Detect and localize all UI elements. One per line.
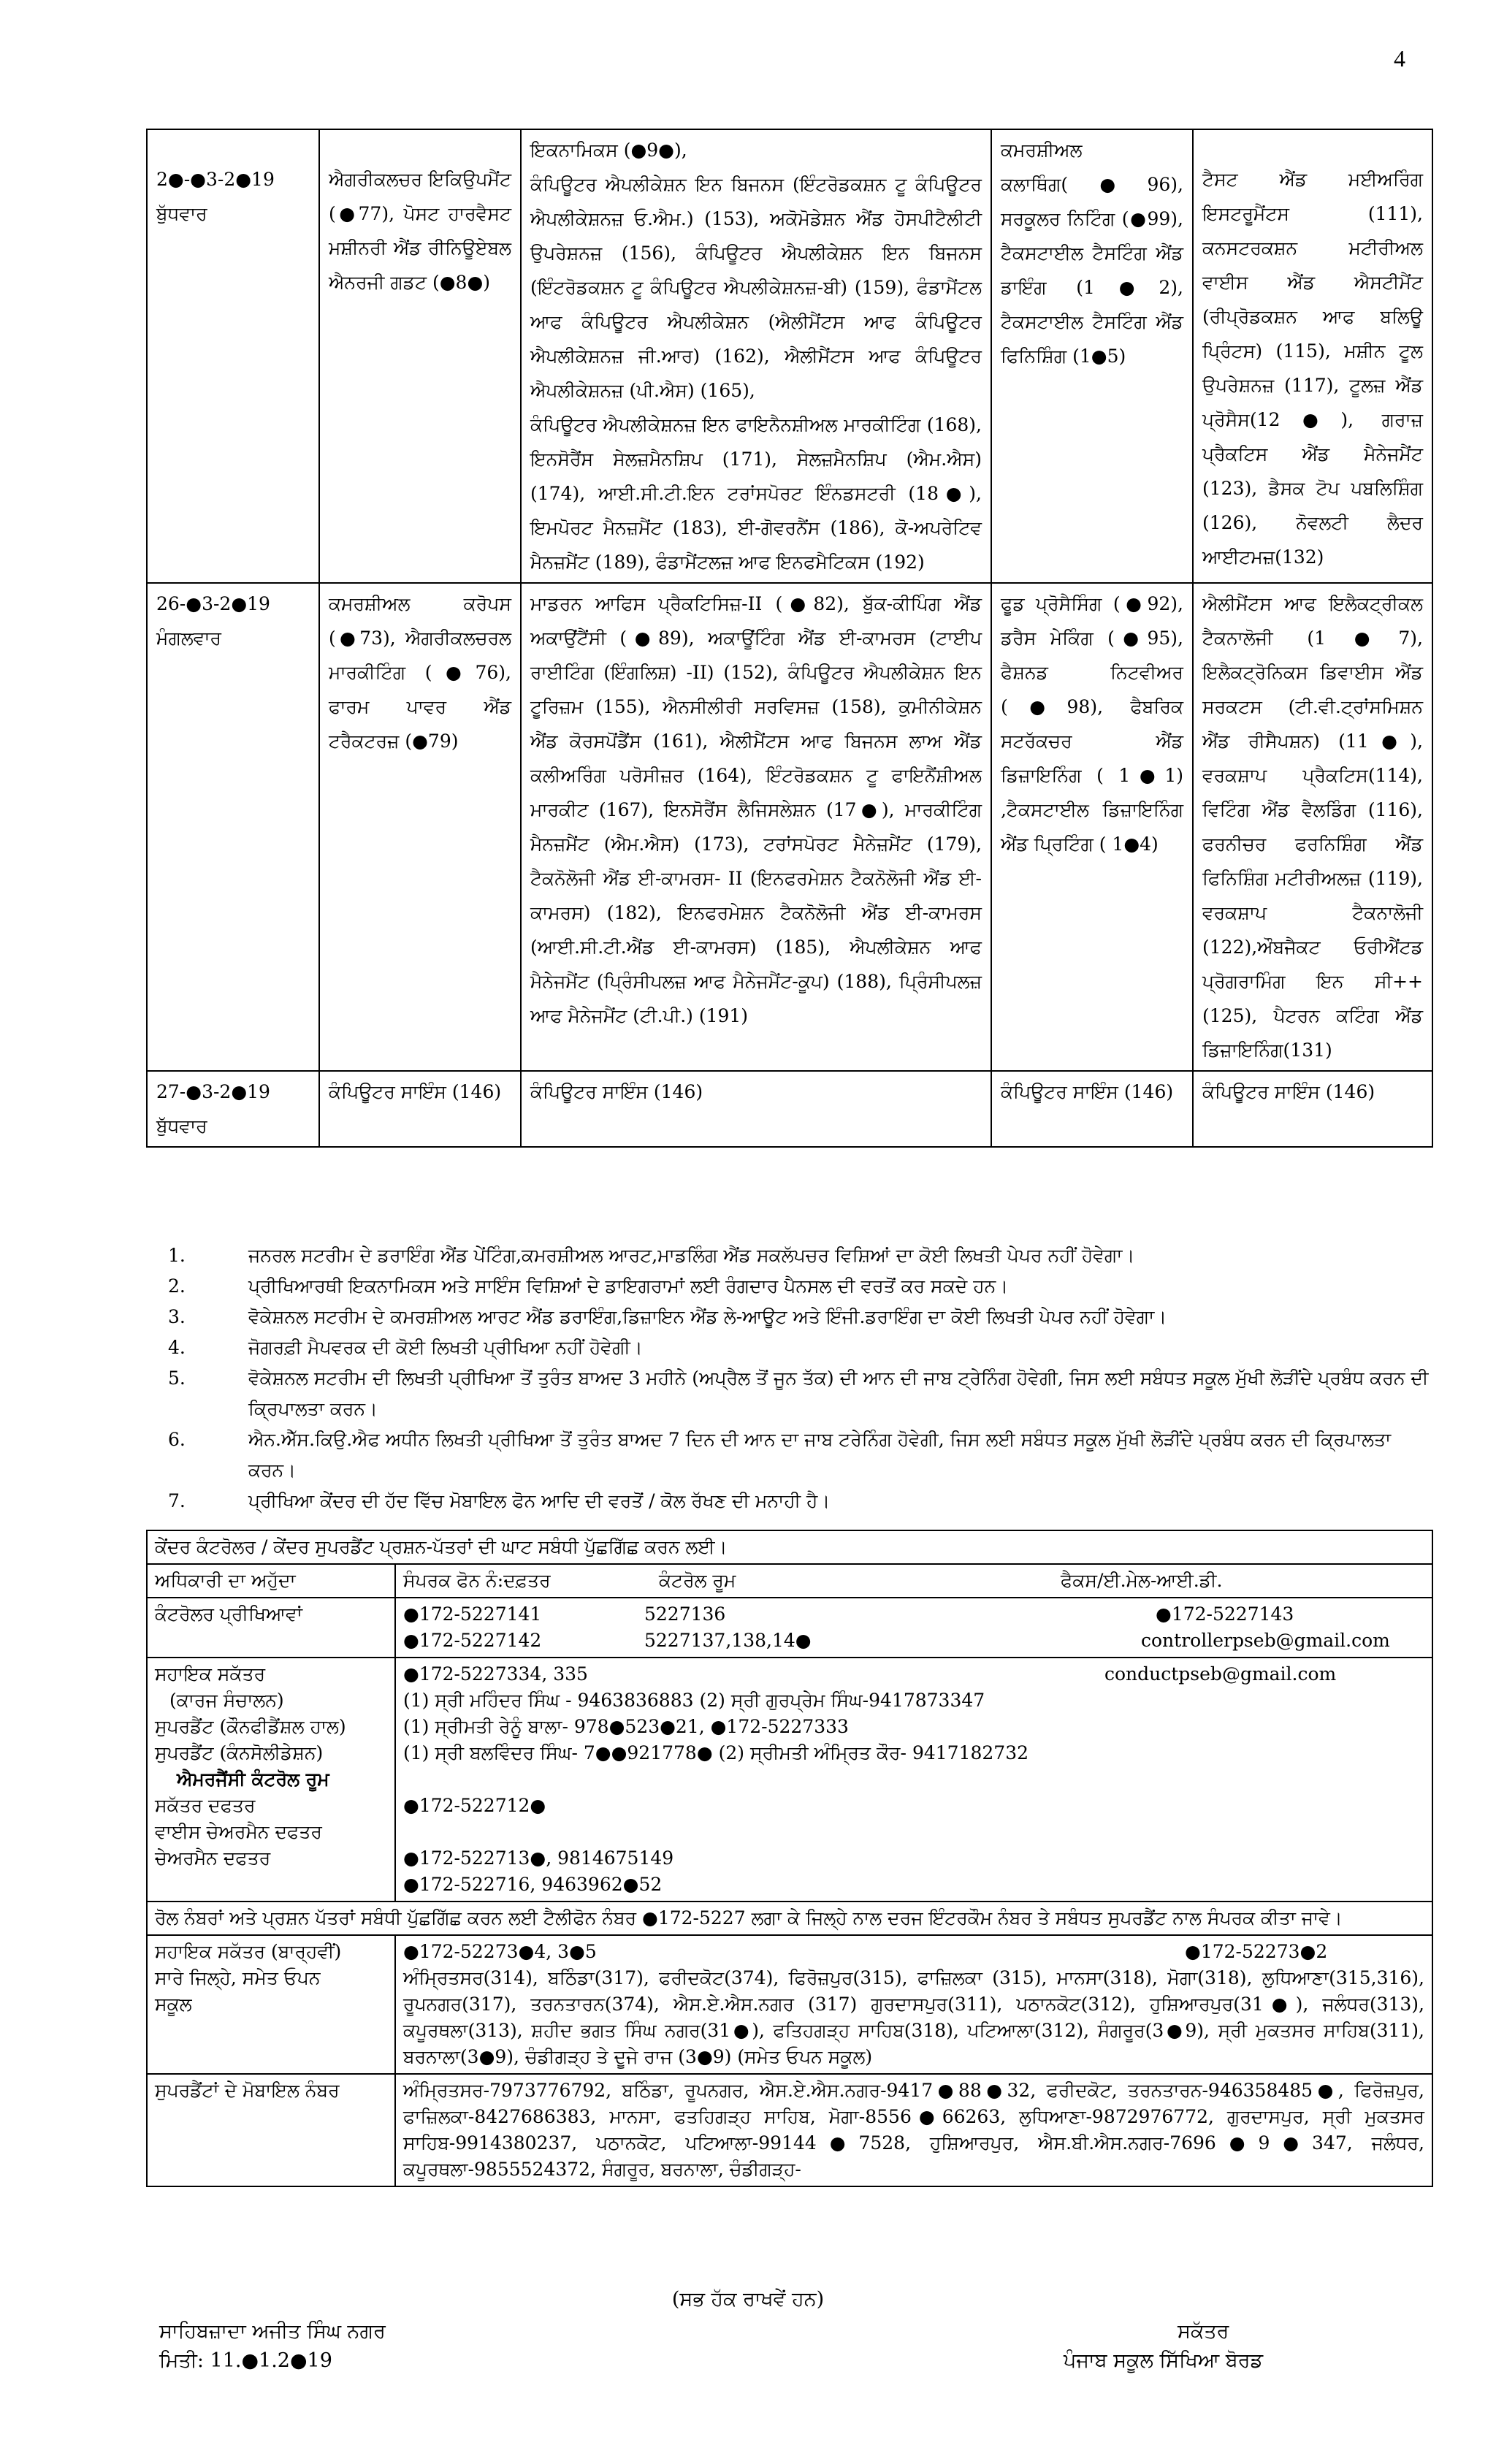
subjects-commerce-cell: ਮਾਡਰਨ ਆਫਿਸ ਪ੍ਰੈਕਟਿਸਿਜ਼-II (●82), ਬੁੱਕ-ਕੀਪਿੰਗ ਐਂਡ ਅਕਾਉਂਟੈਂਸੀ (●89), ਅਕਾਊਂਟਿੰਗ ਐਂਡ ਈ-ਕਾਮਰਸ (ਟਾਈਪ ਰਾਈਟਿੰਗ (ਇੰਗਲਿਸ਼) -II) (152), ਕੰਪਿਊਟਰ ਐਪਲੀਕੇਸ਼ਨ ਇਨ ਟੂਰਿਜ਼ਮ (155), ਐਨਸੀਲੀਰੀ ਸਰਵਿਸਜ਼ (158), ਕੁਮੀਨੀਕੇਸ਼ਨ ਐਂਡ ਕੋਰਸਪੋਂਡੈਂਸ (161), ਐਲੀਮੈਂਟਸ ਆਫ ਬਿਜਨਸ ਲਾਅ ਐਂਡ ਕਲੀਅਰਿੰਗ ਪਰੋਸੀਜ਼ਰ (164), ਇੰਟਰੋਡਕਸ਼ਨ ਟੂ ਫਾਇਨੈਂਸ਼ੀਅਲ ਮਾਰਕੀਟ (167), ਇਨਸੋਰੈਂਸ ਲੈਜਿਸਲੇਸ਼ਨ (17●), ਮਾਰਕੀਟਿੰਗ ਮੈਨਜ਼ਮੈਂਟ (ਐਮ.ਐਸ) (173), ਟਰਾਂਸਪੋਰਟ ਮੈਨੇਜ਼ਮੈਂਟ (179), ਟੈਕਨੋਲੋਜੀ ਐਂਡ ਈ-ਕਾਮਰਸ- II (ਇਨਫਰਮੇਸ਼ਨ ਟੈਕਨੋਲੋਜੀ ਐਂਡ ਈ-ਕਾਮਰਸ) (182), ਇਨਫਰਮੇਸ਼ਨ ਟੈਕਨੋਲੋਜੀ ਐਂਡ ਈ-ਕਾਮਰਸ (ਆਈ.ਸੀ.ਟੀ.ਐਂਡ ਈ-ਕਾਮਰਸ) (185), ਐਪਲੀਕੇਸ਼ਨ ਆਫ ਮੈਨੇਜਮੈਂਟ (ਪ੍ਰਿੰਸੀਪਲਜ਼ ਆਫ ਮੈਨੇਜਮੈਂਟ-ਕੂਪ) (188), ਪ੍ਰਿੰਸੀਪਲਜ਼ ਆਫ ਮੈਨੇਜਮੈਂਟ (ਟੀ.ਪੀ.) (191) — [521, 583, 991, 1071]
roll-number-note: ਰੋਲ ਨੰਬਰਾਂ ਅਤੇ ਪ੍ਰਸ਼ਨ ਪੱਤਰਾਂ ਸਬੰਧੀ ਪੁੱਛਗਿੱਛ ਕਰਨ ਲਈ ਟੈਲੀਫੋਨ ਨੰਬਰ ●172-5227 ਲਗਾ ਕੇ ਜਿਲ੍ਹੇ ਨਾਲ ਦਰਜ ਇੰਟਰਕੌਮ ਨੰਬਰ ਤੇ ਸਬੰਧਤ ਸੁਪਰਡੈਂਟ ਨਾਲ ਸੰਪਰਕ ਕੀਤਾ ਜਾਵੇ। — [147, 1902, 1432, 1935]
phone-cell: ●172-5227141 ●172-5227142 5227136 5227137,138,14● ●172-5227143 controllerpseb@gmail.com — [395, 1598, 1432, 1658]
post-cell: ਸਹਾਇਕ ਸਕੱਤਰ (ਬਾਰ੍ਹਵੀਂ) ਸਾਰੇ ਜਿਲ੍ਹੇ, ਸਮੇਤ ਓਪਨ ਸਕੂਲ — [147, 1935, 395, 2074]
contacts-table — [146, 1530, 1433, 2187]
column-header: ਫੈਕਸ/ਈ.ਮੇਲ-ਆਈ.ਡੀ. — [1061, 1570, 1223, 1591]
subjects-technical-cell: ਕੰਪਿਊਟਰ ਸਾਇੰਸ (146) — [1193, 1071, 1432, 1147]
list-item: 6. ਐਨ.ਐੱਸ.ਕਿਉ.ਐਫ ਅਧੀਨ ਲਿਖਤੀ ਪ੍ਰੀਖਿਆ ਤੋਂ ਤੁਰੰਤ ਬਾਅਦ 7 ਦਿਨ ਦੀ ਆਨ ਦਾ ਜਾਬ ਟਰੇਨਿੰਗ ਹੋਵੇਗੀ, ਜਿਸ ਲਈ ਸਬੰਧਤ ਸਕੂਲ ਮੁੱਖੀ ਲੋੜੀਂਦੇ ਪ੍ਰਬੰਧ ਕਰਨ ਦੀ ਕ੍ਰਿਪਾਲਤਾ ਕਰਨ। — [168, 1429, 1392, 1481]
page-number: 4 — [1394, 45, 1405, 72]
table-row — [147, 1071, 1432, 1147]
signatory-designation: ਸਕੱਤਰ — [1178, 2320, 1229, 2343]
table-row — [147, 2074, 1432, 2186]
place-text: ਸਾਹਿਬਜ਼ਾਦਾ ਅਜੀਤ ਸਿੰਘ ਨਗਰ — [159, 2320, 386, 2343]
list-item: 3. ਵੋਕੇਸ਼ਨਲ ਸਟਰੀਮ ਦੇ ਕਮਰਸ਼ੀਅਲ ਆਰਟ ਐਂਡ ਡਰਾਇੰਗ,ਡਿਜ਼ਾਇਨ ਐਂਡ ਲੇ-ਆਊਟ ਅਤੇ ਇੰਜੀ.ਡਰਾਇੰਗ ਦਾ ਕੋਈ ਲਿਖਤੀ ਪੇਪਰ ਨਹੀਂ ਹੋਵੇਗਾ। — [168, 1306, 1167, 1327]
table-row — [147, 1935, 1432, 2074]
phone-cell: ●172-52273●4, 3●5 ●172-52273●2 ਅੰਮ੍ਰਿਤਸਰ(314), ਬਠਿੰਡਾ(317), ਫਰੀਦਕੋਟ(374), ਫਿਰੋਜ਼ਪੁਰ(315), ਫਾਜ਼ਿਲਕਾ (315), ਮਾਨਸਾ(318), ਮੋਗਾ(318), ਲੁਧਿਆਣਾ(315,316), ਰੂਪਨਗਰ(317), ਤਰਨਤਾਰਨ(374), ਐਸ.ਏ.ਐਸ.ਨਗਰ (317) ਗੁਰਦਾਸਪੁਰ(311), ਪਠਾਨਕੋਟ(312), ਹੁਸ਼ਿਆਰਪੁਰ(31●), ਜਲੰਧਰ(313), ਕਪੂਰਥਲਾ(313), ਸ਼ਹੀਦ ਭਗਤ ਸਿੰਘ ਨਗਰ(31●), ਫਤਿਹਗੜ੍ਹ ਸਾਹਿਬ(318), ਪਟਿਆਲਾ(312), ਸੰਗਰੂਰ(3●9), ਸ੍ਰੀ ਮੁਕਤਸਰ ਸਾਹਿਬ(311), ਬਰਨਾਲਾ(3●9), ਚੰਡੀਗੜ੍ਹ ਤੇ ਦੂਜੇ ਰਾਜ (3●9) (ਸਮੇਤ ਓਪਨ ਸਕੂਲ) — [395, 1935, 1432, 2074]
table-row — [147, 583, 1432, 1071]
contacts-heading: ਕੇਂਦਰ ਕੰਟਰੋਲਰ / ਕੇਂਦਰ ਸੁਪਰਡੈਂਟ ਪ੍ਰਸ਼ਨ-ਪੱਤਰਾਂ ਦੀ ਘਾਟ ਸਬੰਧੀ ਪੁੱਛਗਿੱਛ ਕਰਨ ਲਈ। — [147, 1530, 1432, 1564]
subjects-home-science-cell: ਫੂਡ ਪ੍ਰੋਸੈਸਿੰਗ (●92), ਡਰੈਸ ਮੇਕਿੰਗ (●95), ਫੈਸ਼ਨਡ ਨਿਟਵੀਅਰ (●98), ਫੈਬਰਿਕ ਸਟਰੱਕਚਰ ਐਂਡ ਡਿਜ਼ਾਇਨਿੰਗ ( 1●1) ,ਟੈਕਸਟਾਈਲ ਡਿਜ਼ਾਇਨਿੰਗ ਐਂਡ ਪ੍ਰਿਟਿੰਗ ( 1●4) — [991, 583, 1193, 1071]
list-item: 1. ਜਨਰਲ ਸਟਰੀਮ ਦੇ ਡਰਾਇੰਗ ਐਂਡ ਪੇਂਟਿੰਗ,ਕਮਰਸ਼ੀਅਲ ਆਰਟ,ਮਾਡਲਿੰਗ ਐਂਡ ਸਕਲੱਪਚਰ ਵਿਸ਼ਿਆਂ ਦਾ ਕੋਈ ਲਿਖਤੀ ਪੇਪਰ ਨਹੀਂ ਹੋਵੇਗਾ। — [168, 1245, 1135, 1266]
date-text: ਮਿਤੀ: 11.●1.2●19 — [159, 2349, 332, 2372]
subjects-commerce-cell: ਕੰਪਿਊਟਰ ਸਾਇੰਸ (146) — [521, 1071, 991, 1147]
column-header: ਅਧਿਕਾਰੀ ਦਾ ਅਹੁੱਦਾ — [147, 1564, 395, 1598]
table-row — [147, 1902, 1432, 1935]
phone-cell: ਅੰਮ੍ਰਿਤਸਰ-7973776792, ਬਠਿੰਡਾ, ਰੂਪਨਗਰ, ਐਸ.ਏ.ਐਸ.ਨਗਰ-9417●88●32, ਫਰੀਦਕੋਟ, ਤਰਨਤਾਰਨ-946358485●, ਫਿਰੋਜ਼ਪੁਰ, ਫਾਜ਼ਿਲਕਾ-8427686383, ਮਾਨਸਾ, ਫਤਹਿਗੜ੍ਹ ਸਾਹਿਬ, ਮੋਗਾ-8556●66263, ਲੁਧਿਆਣਾ-9872976772, ਗੁਰਦਾਸਪੁਰ, ਸ੍ਰੀ ਮੁਕਤਸਰ ਸਾਹਿਬ-9914380237, ਪਠਾਨਕੋਟ, ਪਟਿਆਲਾ-99144●7528, ਹੁਸ਼ਿਆਰਪੁਰ, ਐਸ.ਬੀ.ਐਸ.ਨਗਰ-7696●9●347, ਜਲੰਧਰ, ਕਪੂਰਥਲਾ-9855524372, ਸੰਗਰੂਰ, ਬਰਨਾਲਾ, ਚੰਡੀਗੜ੍ਹ- — [395, 2074, 1432, 2186]
subjects-home-science-cell: ਕਮਰਸ਼ੀਅਲ ਕਲਾਥਿੰਗ(●96), ਸਰਕੂਲਰ ਨਿਟਿੰਗ (●99), ਟੈਕਸਟਾਈਲ ਟੈਸਟਿੰਗ ਐਂਡ ਡਾਇੰਗ (1●2), ਟੈਕਸਟਾਈਲ ਟੈਸਟਿੰਗ ਐਂਡ ਫਿਨਿਸ਼ਿੰਗ (1●5) — [991, 129, 1193, 583]
post-cell: ਸਹਾਇਕ ਸਕੱਤਰ (ਕਾਰਜ ਸੰਚਾਲਨ) ਸੁਪਰਡੈਂਟ (ਕੌਨਫੀਡੈਂਸ਼ਲ ਹਾਲ) ਸੁਪਰਡੈਂਟ (ਕੰਨਸੋਲੀਡੇਸ਼ਨ) ਐਮਰਜੈਂਸੀ ਕੰਟਰੋਲ ਰੂਮ ਸਕੱਤਰ ਦਫਤਰ ਵਾਈਸ ਚੇਅਰਮੈਨ ਦਫਤਰ ਚੇਅਰਮੈਨ ਦਫਤਰ — [147, 1658, 395, 1902]
subjects-home-science-cell: ਕੰਪਿਊਟਰ ਸਾਇੰਸ (146) — [991, 1071, 1193, 1147]
table-row — [147, 129, 1432, 583]
subjects-commerce-cell: ਇਕਨਾਮਿਕਸ (●9●), ਕੰਪਿਊਟਰ ਐਪਲੀਕੇਸ਼ਨ ਇਨ ਬਿਜਨਸ (ਇੰਟਰੋਡਕਸ਼ਨ ਟੂ ਕੰਪਿਊਟਰ ਐਪਲੀਕੇਸ਼ਨਜ਼ ਓ.ਐਮ.) (153), ਅਕੋਮੋਡੇਸ਼ਨ ਐਂਡ ਹੋਸਪੀਟੈਲੀਟੀ ਉਪਰੇਸ਼ਨਜ਼ (156), ਕੰਪਿਊਟਰ ਐਪਲੀਕੇਸ਼ਨ ਇਨ ਬਿਜਨਸ (ਇੰਟਰੋਡਕਸ਼ਨ ਟੂ ਕੰਪਿਊਟਰ ਐਪਲੀਕੇਸ਼ਨਜ਼-ਬੀ) (159), ਫੰਡਾਮੈਂਟਲ ਆਫ ਕੰਪਿਊਟਰ ਐਪਲੀਕੇਸ਼ਨ (ਐਲੀਮੈਂਟਸ ਆਫ ਕੰਪਿਊਟਰ ਐਪਲੀਕੇਸ਼ਨਜ਼ ਜੀ.ਆਰ) (162), ਐਲੀਮੈਂਟਸ ਆਫ ਕੰਪਿਊਟਰ ਐਪਲੀਕੇਸ਼ਨਜ਼ (ਪੀ.ਐਸ) (165), ਕੰਪਿਊਟਰ ਐਪਲੀਕੇਸ਼ਨਜ਼ ਇਨ ਫਾਇਨੈਨਸ਼ੀਅਲ ਮਾਰਕੀਟਿੰਗ (168), ਇਨਸੋਰੈਂਸ ਸੇਲਜ਼ਮੈਨਸ਼ਿਪ (171), ਸੇਲਜ਼ਮੈਨਸ਼ਿਪ (ਐਮ.ਐਸ) (174), ਆਈ.ਸੀ.ਟੀ.ਇਨ ਟਰਾਂਸਪੋਰਟ ਇੰਨਡਸਟਰੀ (18●), ਇਮਪੋਰਟ ਮੈਨਜ਼ਮੈਂਟ (183), ਈ-ਗੋਵਰਨੈਂਸ (186), ਕੋ-ਅਪਰੇਟਿਵ ਮੈਨਜ਼ਮੈਂਟ (189), ਫੰਡਾਮੈਂਟਲਜ਼ ਆਫ ਇਨਫਮੈਟਿਕਸ (192) — [521, 129, 991, 583]
list-item: 2. ਪ੍ਰੀਖਿਆਰਥੀ ਇਕਨਾਮਿਕਸ ਅਤੇ ਸਾਇੰਸ ਵਿਸ਼ਿਆਂ ਦੇ ਡਾਇਗਰਾਮਾਂ ਲਈ ਰੰਗਦਾਰ ਪੈਨਸਲ ਦੀ ਵਰਤੋਂ ਕਰ ਸਕਦੇ ਹਨ। — [168, 1275, 1009, 1297]
rights-reserved: (ਸਭ ਹੱਕ ਰਾਖਵੇਂ ਹਨ) — [671, 2288, 825, 2311]
column-header: ਕੰਟਰੋਲ ਰੂਮ — [659, 1570, 736, 1591]
exam-schedule-table — [146, 129, 1433, 1148]
date-cell: 26-●3-2●19 ਮੰਗਲਵਾਰ — [147, 583, 319, 1071]
notes-list — [168, 1240, 1430, 1517]
post-cell: ਸੁਪਰਡੈਂਟਾਂ ਦੇ ਮੋਬਾਇਲ ਨੰਬਰ — [147, 2074, 395, 2186]
column-header: ਸੰਪਰਕ ਫੋਨ ਨੰ:ਦਫ਼ਤਰ — [403, 1570, 551, 1591]
column-header-group — [395, 1564, 1432, 1598]
date-cell: 2●-●3-2●19 ਬੁੱਧਵਾਰ — [147, 129, 319, 583]
date-cell: 27-●3-2●19 ਬੁੱਧਵਾਰ — [147, 1071, 319, 1147]
list-item: 4. ਜੋਗਰਫ਼ੀ ਮੈਪਵਰਕ ਦੀ ਕੋਈ ਲਿਖਤੀ ਪ੍ਰੀਖਿਆ ਨਹੀਂ ਹੋਵੇਗੀ। — [168, 1337, 643, 1358]
list-item: 7. ਪ੍ਰੀਖਿਆ ਕੇਂਦਰ ਦੀ ਹੱਦ ਵਿੱਚ ਮੋਬਾਇਲ ਫੋਨ ਆਦਿ ਦੀ ਵਰਤੋਂ / ਕੋਲ ਰੱਖਣ ਦੀ ਮਨਾਹੀ ਹੈ। — [168, 1490, 831, 1511]
subjects-agri-cell: ਕਮਰਸ਼ੀਅਲ ਕਰੋਪਸ (●73), ਐਗਰੀਕਲਚਰਲ ਮਾਰਕੀਟਿੰਗ (●76), ਫਾਰਮ ਪਾਵਰ ਐਂਡ ਟਰੈਕਟਰਜ਼ (●79) — [319, 583, 521, 1071]
subjects-technical-cell: ਟੈਸਟ ਐਂਡ ਮਈਅਰਿੰਗ ਇਸਟਰੂਮੈਂਟਸ (111), ਕਨਸਟਰਕਸ਼ਨ ਮਟੀਰੀਅਲ ਵਾਈਸ ਐਂਡ ਐਸਟੀਮੈਂਟ (ਰੀਪ੍ਰੋਡਕਸ਼ਨ ਆਫ ਬਲਿਊ ਪ੍ਰਿੰਟਸ) (115), ਮਸ਼ੀਨ ਟੂਲ ਉਪਰੇਸ਼ਨਜ਼ (117), ਟੂਲਜ਼ ਐਂਡ ਪ੍ਰੋਸੈਸ(12●), ਗਰਾਜ਼ ਪ੍ਰੈਕਟਿਸ ਐਂਡ ਮੈਨੇਜਮੈਂਟ (123), ਡੈਸਕ ਟੋਪ ਪਬਲਿਸ਼ਿੰਗ (126), ਨੋਵਲਟੀ ਲੈਦਰ ਆਈਟਮਜ਼(132) — [1193, 129, 1432, 583]
list-item: 5. ਵੋਕੇਸ਼ਨਲ ਸਟਰੀਮ ਦੀ ਲਿਖਤੀ ਪ੍ਰੀਖਿਆ ਤੋਂ ਤੁਰੰਤ ਬਾਅਦ 3 ਮਹੀਨੇ (ਅਪ੍ਰੈਲ ਤੋਂ ਜੂਨ ਤੱਕ) ਦੀ ਆਨ ਦੀ ਜਾਬ ਟ੍ਰੇਨਿੰਗ ਹੋਵੇਗੀ, ਜਿਸ ਲਈ ਸਬੰਧਤ ਸਕੂਲ ਮੁੱਖੀ ਲੋੜੀਂਦੇ ਪ੍ਰਬੰਧ ਕਰਨ ਦੀ ਕ੍ਰਿਪਾਲਤਾ ਕਰਨ। — [168, 1368, 1429, 1419]
table-row — [147, 1598, 1432, 1658]
phone-cell: ●172-5227334, 335 conductpseb@gmail.com (1) ਸ੍ਰੀ ਮਹਿੰਦਰ ਸਿੰਘ - 9463836883 (2) ਸ੍ਰੀ ਗੁਰਪ੍ਰੇਮ ਸਿੰਘ-9417873347 (1) ਸ੍ਰੀਮਤੀ ਰੇਨੂੰ ਬਾਲਾ- 978●523●21, ●172-5227333 (1) ਸ੍ਰੀ ਬਲਵਿੰਦਰ ਸਿੰਘ- 7●●921778● (2) ਸ੍ਰੀਮਤੀ ਅੰਮ੍ਰਿਤ ਕੌਰ- 9417182732 ●172-522712● ●172-522713●, 9814675149 ●172-522716, 9463962●52 — [395, 1658, 1432, 1902]
subjects-agri-cell: ਕੰਪਿਊਟਰ ਸਾਇੰਸ (146) — [319, 1071, 521, 1147]
subjects-agri-cell: ਐਗਰੀਕਲਚਰ ਇਕਿਉਪਮੈਂਟ (●77), ਪੋਸਟ ਹਾਰਵੈਸਟ ਮਸ਼ੀਨਰੀ ਐਂਡ ਰੀਨਿਊਏਬਲ ਐਨਰਜੀ ਗਡਟ (●8●) — [319, 129, 521, 583]
subjects-technical-cell: ਐਲੀਮੈਂਟਸ ਆਫ ਇਲੈਕਟ੍ਰੀਕਲ ਟੈਕਨਾਲੋਜੀ (1●7), ਇਲੈਕਟ੍ਰੋਨਿਕਸ ਡਿਵਾਈਸ ਐਂਡ ਸਰਕਟਸ (ਟੀ.ਵੀ.ਟ੍ਰਾਂਸਮਿਸ਼ਨ ਐਂਡ ਰੀਸੈਪਸ਼ਨ) (11●), ਵਰਕਸ਼ਾਪ ਪ੍ਰੈਕਟਿਸ(114), ਵਿਟਿੰਗ ਐਂਡ ਵੈਲਡਿੰਗ (116), ਫਰਨੀਚਰ ਫਰਨਿਸ਼ਿੰਗ ਐਂਡ ਫਿਨਿਸ਼ਿੰਗ ਮਟੀਰੀਅਲਜ਼ (119), ਵਰਕਸ਼ਾਪ ਟੈਕਨਾਲੋਜੀ (122),ਔਬਜੈਕਟ ਓਰੀਐਂਟਡ ਪ੍ਰੋਗਰਾਮਿੰਗ ਇਨ ਸੀ++ (125), ਪੈਟਰਨ ਕਟਿੰਗ ਐਂਡ ਡਿਜ਼ਾਇਨਿੰਗ(131) — [1193, 583, 1432, 1071]
email-text: conductpseb@gmail.com — [1104, 1663, 1337, 1685]
table-row — [147, 1564, 1432, 1598]
table-row — [147, 1530, 1432, 1564]
organization-name: ਪੰਜਾਬ ਸਕੂਲ ਸਿੱਖਿਆ ਬੋਰਡ — [1064, 2349, 1264, 2372]
table-row — [147, 1658, 1432, 1902]
post-cell: ਕੰਟਰੋਲਰ ਪ੍ਰੀਖਿਆਵਾਂ — [147, 1598, 395, 1658]
